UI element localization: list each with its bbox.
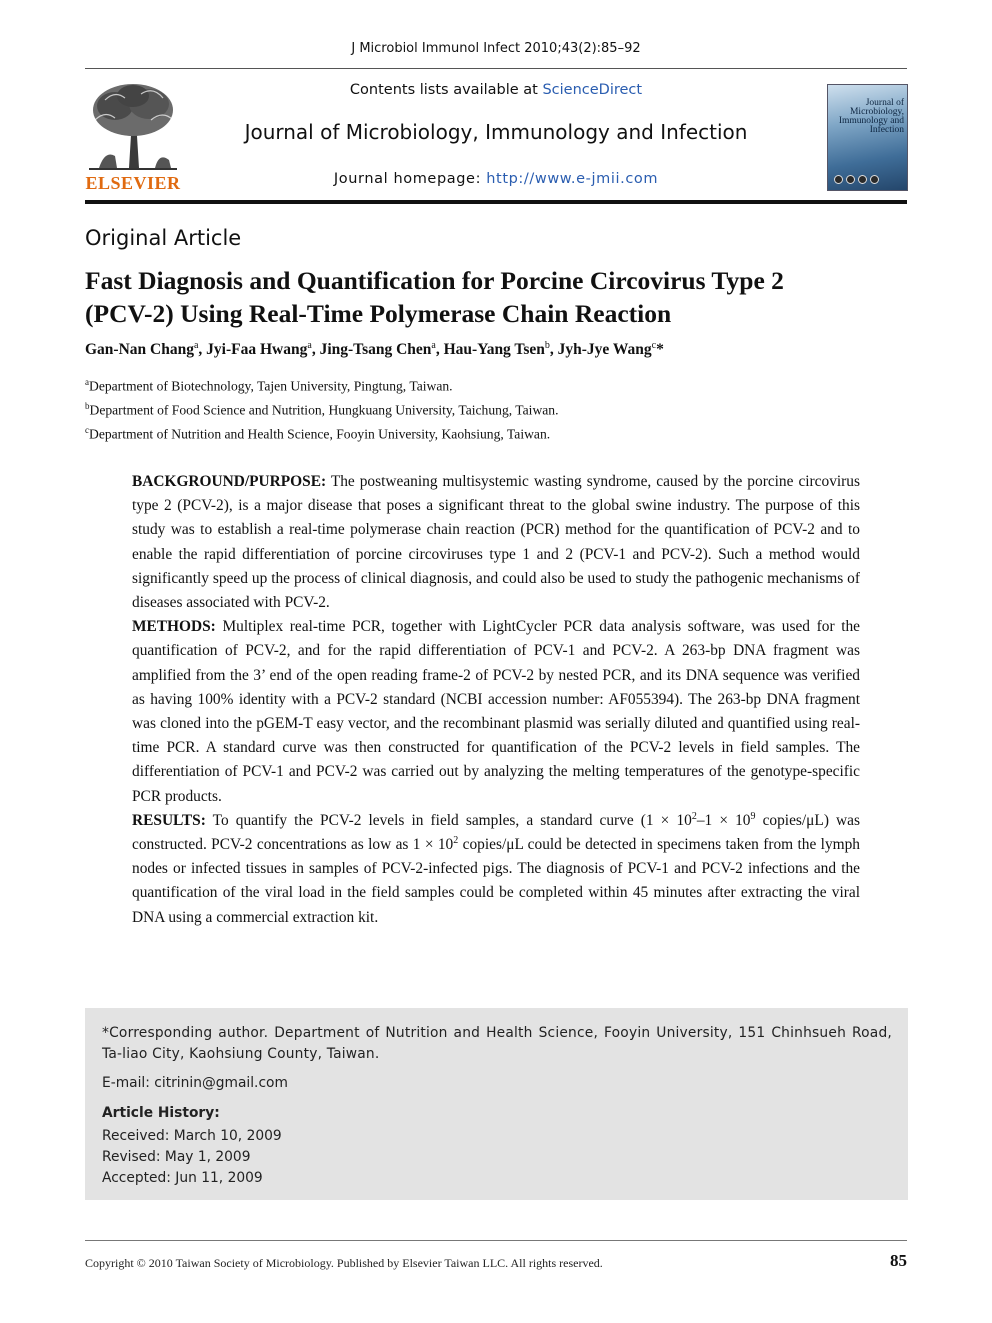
- exponent: 2: [691, 810, 697, 822]
- running-head: J Microbiol Immunol Infect 2010;43(2):85–92: [351, 41, 641, 56]
- affil-text: Department of Biotechnology, Tajen University, Pingtung, Taiwan.: [89, 378, 453, 394]
- affil-mark: c: [85, 425, 89, 435]
- history-revised: Revised: May 1, 2009: [102, 1149, 251, 1165]
- author-sep: ,: [198, 341, 207, 359]
- results-text: copies/μL could be detected in specimens taken from the lymph nodes or infected tissues in samples of PCV-2-infected pigs. The diagnosis of PCV-1 and PCV-2 infections and the quantification of the viral load in the field samples could be completed within 45 minutes after extracting the viral DNA using a commercial extraction kit.: [132, 836, 860, 926]
- article-type: Original Article: [85, 226, 242, 250]
- author-affil-mark: b: [544, 340, 550, 351]
- elsevier-wordmark: ELSEVIER: [85, 173, 181, 193]
- footer-rule: [85, 1240, 907, 1241]
- methods-label: METHODS:: [132, 618, 216, 636]
- cover-seals: [834, 175, 879, 184]
- abstract-results: [132, 809, 860, 930]
- affiliation-a: [85, 377, 453, 395]
- author-sep: ,: [549, 341, 558, 359]
- author-list: [85, 340, 664, 359]
- journal-name: Journal of Microbiology, Immunology and Infection: [244, 120, 748, 144]
- author-name: Jyi-Faa Hwang: [206, 341, 308, 359]
- author-affil-mark: a: [431, 340, 436, 351]
- article-title: Fast Diagnosis and Quantification for Porcine Circovirus Type 2 (PCV-2) Using Real-Time Polymerase Chain Reaction: [85, 266, 784, 328]
- affil-mark: a: [85, 377, 89, 387]
- author-name: Jing-Tsang Chen: [319, 341, 432, 359]
- exponent: 2: [453, 834, 459, 846]
- corresponding-star: *: [656, 341, 664, 359]
- copyright-notice: Copyright © 2010 Taiwan Society of Microbiology. Published by Elsevier Taiwan LLC. All rights reserved.: [85, 1256, 603, 1270]
- corresponding-author: *Corresponding author. Department of Nutrition and Health Science, Fooyin University, 151 Chinhsueh Road, Ta-liao City, Kaohsiung County, Taiwan.: [102, 1025, 892, 1062]
- page-number: 85: [890, 1251, 907, 1270]
- abstract-methods: [132, 615, 860, 809]
- history-received: Received: March 10, 2009: [102, 1128, 282, 1144]
- exponent: 9: [750, 810, 756, 822]
- cover-title: Journal of Microbiology, Immunology and Infection: [838, 98, 904, 135]
- background-label: BACKGROUND/PURPOSE:: [132, 473, 327, 490]
- journal-cover-thumbnail: [827, 84, 908, 191]
- header-rule: [85, 68, 907, 69]
- affil-mark: b: [85, 401, 90, 411]
- contents-prefix: Contents lists available at: [349, 82, 543, 98]
- corresponding-email: E-mail: citrinin@gmail.com: [102, 1075, 288, 1091]
- results-text: copies/μL) was constructed. PCV-2 concentrations as low as 1 × 10: [132, 811, 860, 854]
- homepage-prefix: Journal homepage:: [333, 171, 487, 187]
- author-affil-mark: c: [651, 340, 657, 351]
- background-text: The postweaning multisystemic wasting syndrome, caused by the porcine circovirus type 2 (PCV-2), is a major disease that poses a significant threat to the global swine industry. The purpose of this study was to establish a real-time polymerase chain reaction (PCR) method for the quantification of PCV-2 and to enable the rapid differentiation of porcine circoviruses type 1 and 2 (PCV-1 and PCV-2). Such a method would significantly speed up the process of clinical diagnosis, and could also be used to study the pathogenic mechanisms of diseases associated with PCV-2.: [132, 473, 860, 612]
- affil-text: Department of Food Science and Nutrition, Hungkuang University, Taichung, Taiwan.: [89, 402, 559, 418]
- author-name: Jyh-Jye Wang: [557, 341, 652, 359]
- abstract-background: [132, 470, 860, 615]
- article-history-label: Article History:: [102, 1105, 220, 1121]
- author-sep: ,: [435, 341, 444, 359]
- author-affil-mark: a: [307, 340, 312, 351]
- history-accepted: Accepted: Jun 11, 2009: [102, 1170, 263, 1186]
- results-label: RESULTS:: [132, 811, 206, 829]
- masthead-rule: [85, 200, 907, 204]
- affil-text: Department of Nutrition and Health Science, Fooyin University, Kaohsiung, Taiwan.: [89, 426, 551, 442]
- affiliation-b: [85, 401, 559, 419]
- abstract: [132, 470, 860, 930]
- methods-text: Multiplex real-time PCR, together with LightCycler PCR data analysis software, was used for the quantification of PCV-2, and for the rapid differentiation of PCV-1 and PCV-2. A 263-bp DNA fragment was amplified from the 3’ end of the open reading frame-2 of PCV-2 by nested PCR, and its DNA sequence was verified as having 100% identity with a PCV-2 standard (NCBI accession number: AF055394). The 263-bp DNA fragment was cloned into the pGEM-T easy vector, and the recombinant plasmid was serially diluted and quantified using real-time PCR. A standard curve was then constructed for quantification of the PCV-2 levels in field samples. The differentiation of PCV-1 and PCV-2 was carried out by analyzing the melting temperatures of the genotype-specific PCR products.: [132, 618, 860, 805]
- homepage-link[interactable]: http://www.e-jmii.com: [486, 171, 659, 187]
- sciencedirect-link[interactable]: ScienceDirect: [542, 82, 643, 98]
- author-name: Hau-Yang Tsen: [443, 341, 545, 359]
- results-text: –1 × 10: [696, 811, 751, 829]
- author-sep: ,: [311, 341, 320, 359]
- results-text: To quantify the PCV-2 levels in field samples, a standard curve (1 × 10: [205, 811, 692, 829]
- author-affil-mark: a: [193, 340, 199, 351]
- author-name: Gan-Nan Chang: [85, 341, 194, 359]
- affiliation-c: [85, 425, 550, 443]
